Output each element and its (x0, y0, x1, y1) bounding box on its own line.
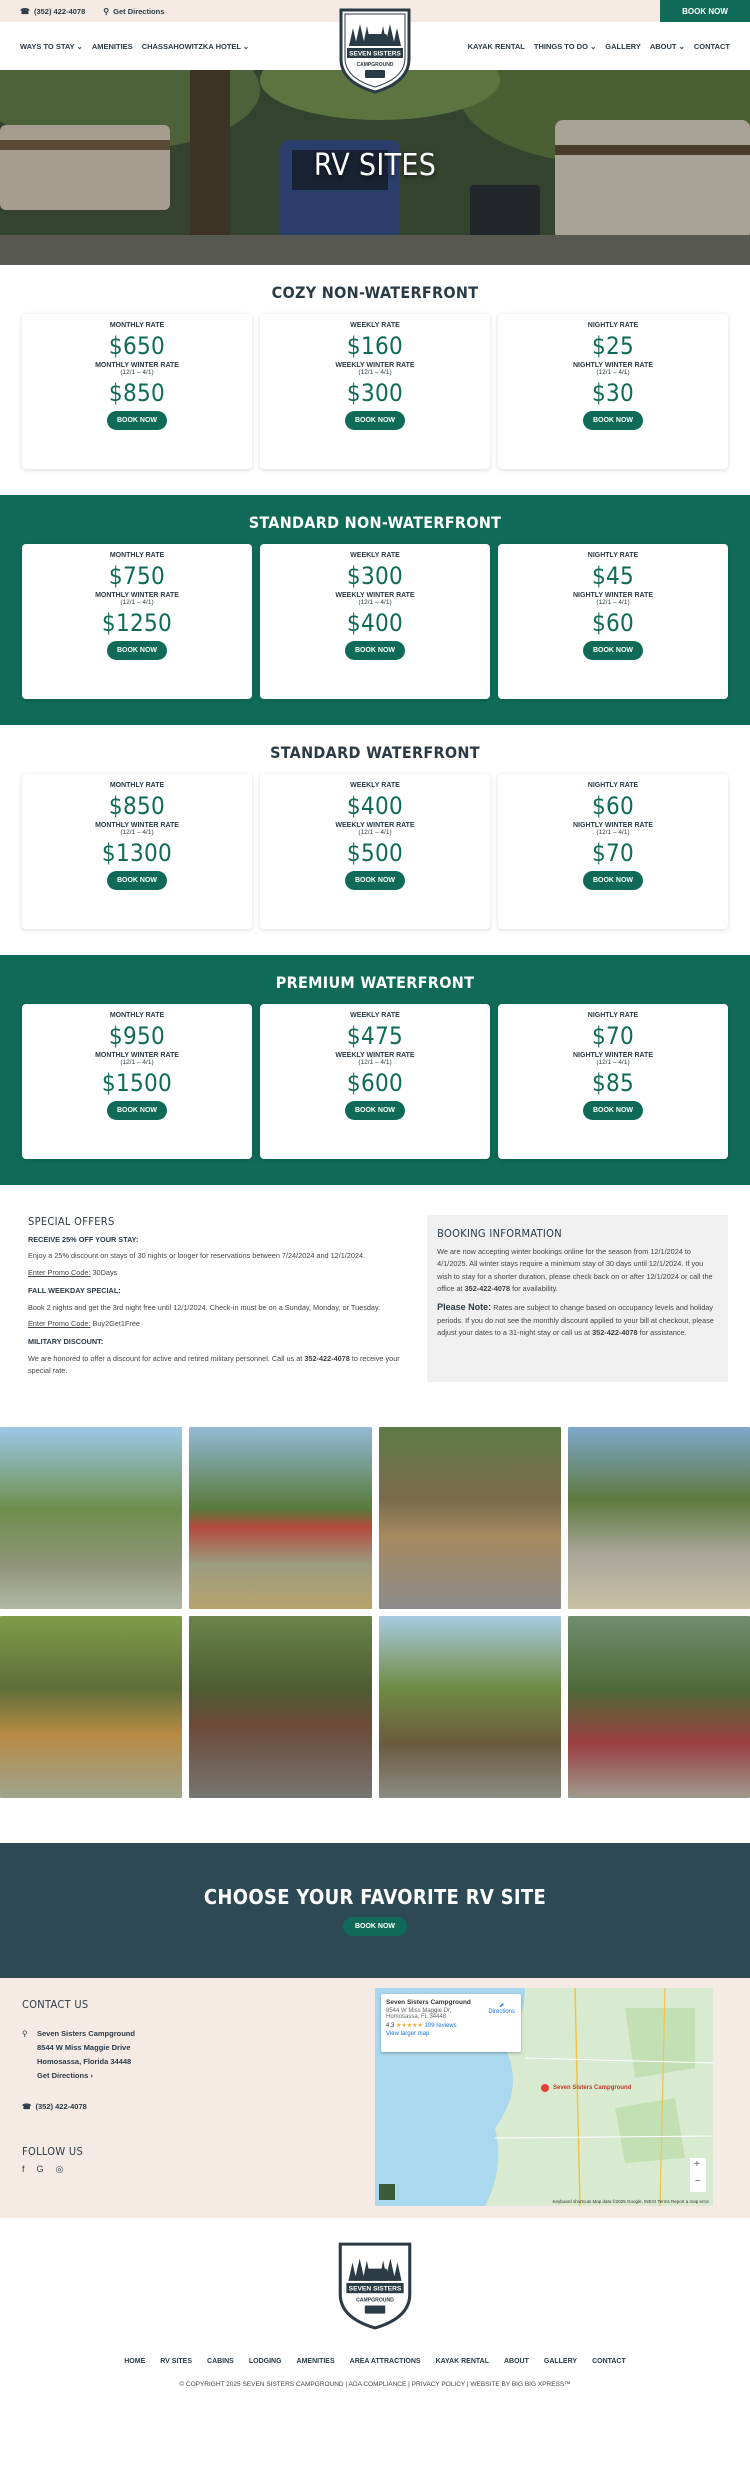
book-now-button[interactable]: BOOK NOW (583, 641, 643, 660)
booking-phone[interactable]: 352-422-4078 (464, 1284, 511, 1294)
rate-label: WEEKLY RATE (350, 1012, 400, 1019)
winter-rate-price: $1250 (101, 609, 173, 637)
rate-label: NIGHTLY RATE (587, 782, 639, 789)
winter-rate-price: $400 (346, 609, 404, 637)
map-attribution: Keyboard shortcuts Map data ©2025 Google, INEGI Terms Report a map error (552, 2198, 709, 2204)
gallery-photo-7[interactable] (379, 1616, 561, 1798)
winter-rate-label: MONTHLY WINTER RATE (95, 822, 179, 829)
special-offers-title: SPECIAL OFFERS (28, 1215, 115, 1228)
offer-2-code: Buy2Get1Free (92, 1318, 140, 1328)
main-nav (0, 22, 750, 70)
winter-rate-price: $600 (346, 1069, 404, 1097)
map-directions-text: Directions (488, 2008, 515, 2015)
winter-rate-price: $85 (591, 1069, 635, 1097)
rate-card (498, 544, 728, 699)
contact-title: CONTACT US (22, 1997, 89, 2011)
svg-text:SEVEN SISTERS: SEVEN SISTERS (348, 2285, 402, 2293)
cta-title: CHOOSE YOUR FAVORITE RV SITE (203, 1884, 547, 1909)
offer-1-code: 30Days (92, 1267, 118, 1277)
map-info-card (381, 1994, 521, 2052)
map-reviews[interactable]: 109 reviews (424, 2022, 457, 2029)
rate-price: $400 (346, 792, 404, 820)
nav-item-gallery[interactable]: GALLERY (605, 41, 641, 51)
contact-directions-text: Get Directions (37, 2071, 89, 2081)
winter-rate-label: MONTHLY WINTER RATE (95, 1052, 179, 1059)
footer-link-kayak-rental[interactable]: KAYAK RENTAL (435, 2357, 489, 2365)
winter-rate-range: (12/1 – 4/1) (120, 369, 154, 376)
booking-info-end: for availability. (512, 1284, 558, 1294)
offers-section (0, 1185, 750, 1427)
offer-3-text: We are honored to offer a discount for active and retired military personnel. Call us at (28, 1353, 303, 1363)
rate-card (260, 544, 490, 699)
winter-rate-range: (12/1 – 4/1) (120, 599, 154, 606)
directions-icon: ⬈ (499, 2002, 505, 2009)
nav-item-amenities[interactable]: AMENITIES (91, 41, 133, 51)
hero-banner (0, 70, 750, 265)
offer-2-heading: FALL WEEKDAY SPECIAL: (28, 1286, 121, 1296)
book-now-button[interactable]: BOOK NOW (107, 411, 167, 430)
hero-title: RV SITES (313, 148, 437, 183)
book-now-button[interactable]: BOOK NOW (345, 871, 405, 890)
rate-price: $160 (346, 332, 404, 360)
rate-price: $25 (591, 332, 635, 360)
map-place-title: Seven Sisters Campground (386, 1998, 471, 2006)
footer-link-gallery[interactable]: GALLERY (543, 2357, 578, 2365)
winter-rate-range: (12/1 – 4/1) (358, 599, 392, 606)
rate-section-title: STANDARD WATERFRONT (270, 743, 480, 762)
offer-2-code-label: Enter Promo Code: (28, 1318, 91, 1328)
rate-card (498, 774, 728, 929)
footer (0, 2218, 750, 2388)
photo-gallery (0, 1427, 750, 1798)
rate-card (22, 314, 252, 469)
campground-logo[interactable] (335, 4, 415, 94)
offer-1-heading: RECEIVE 25% OFF YOUR STAY: (28, 1235, 139, 1244)
book-now-button[interactable]: BOOK NOW (107, 1101, 167, 1120)
cta-banner (0, 1843, 750, 1978)
offer-3-phone[interactable]: 352-422-4078 (304, 1353, 350, 1363)
nav-item-kayak-rental[interactable]: KAYAK RENTAL (467, 41, 525, 51)
gallery-photo-1[interactable] (0, 1427, 182, 1609)
zoom-out-icon[interactable]: − (695, 2175, 701, 2187)
nav-item-ways-to-stay[interactable]: WAYS TO STAY ⌄ (20, 41, 83, 51)
rate-label: NIGHTLY RATE (587, 322, 639, 329)
winter-rate-label: NIGHTLY WINTER RATE (573, 592, 653, 599)
winter-rate-price: $300 (346, 379, 404, 407)
rate-card (22, 774, 252, 929)
footer-link-amenities[interactable]: AMENITIES (296, 2357, 335, 2365)
winter-rate-label: WEEKLY WINTER RATE (335, 362, 415, 369)
rate-card (22, 1004, 252, 1159)
nav-item-contact[interactable]: CONTACT (693, 41, 730, 51)
winter-rate-price: $1300 (101, 839, 173, 867)
city-address: Homosassa, Florida 34448 (37, 2057, 132, 2067)
offer-1-text: Enjoy a 25% discount on stays of 30 nights or longer for reservations between 7/24/2024 and 12/1/2024. (28, 1251, 366, 1261)
footer-link-rv-sites[interactable]: RV SITES (160, 2357, 193, 2365)
book-now-button[interactable]: BOOK NOW (583, 871, 643, 890)
star-rating-icon: ★★★★★ (396, 2022, 423, 2029)
instagram-icon[interactable]: ◎ (55, 2163, 64, 2174)
map-pin-icon: ⚲ (103, 6, 110, 16)
winter-rate-price: $60 (591, 609, 635, 637)
rate-price: $70 (591, 1022, 635, 1050)
rate-sections (0, 265, 750, 1185)
footer-logo[interactable] (334, 2238, 416, 2330)
note-label: Please Note: (437, 1301, 492, 1312)
map-directions-button[interactable] (488, 2002, 515, 2015)
gallery-photo-2[interactable] (189, 1427, 371, 1609)
footer-link-contact[interactable]: CONTACT (592, 2357, 626, 2365)
winter-rate-price: $850 (108, 379, 166, 407)
view-larger-map-link[interactable]: View larger map (386, 2030, 430, 2037)
rate-section-standard-non-waterfront (0, 495, 750, 725)
zoom-in-icon[interactable]: + (694, 2158, 700, 2170)
rate-label: WEEKLY RATE (350, 782, 400, 789)
winter-rate-label: MONTHLY WINTER RATE (95, 592, 179, 599)
rate-label: MONTHLY RATE (109, 552, 165, 559)
winter-rate-range: (12/1 – 4/1) (358, 1059, 392, 1066)
cta-book-button[interactable]: BOOK NOW (343, 1917, 407, 1936)
offer-3-text-end: to receive your special rate. (28, 1353, 400, 1376)
contact-phone-text: (352) 422-4078 (35, 2101, 87, 2111)
rate-cards (22, 1004, 728, 1159)
winter-rate-price: $500 (346, 839, 404, 867)
map-place-address: 8544 W Miss Maggie Dr, Homosassa, FL 34448 (386, 2007, 452, 2020)
street-address: 8544 W Miss Maggie Drive (37, 2042, 131, 2052)
map-pin-label: Seven Sisters Campground (553, 2084, 632, 2091)
rate-label: WEEKLY RATE (350, 552, 400, 559)
note-end: for assistance. (639, 1328, 687, 1338)
map-pin-icon: ⚲ (22, 2028, 28, 2038)
rate-price: $475 (346, 1022, 404, 1050)
gallery-photo-6[interactable] (189, 1616, 371, 1798)
rate-card (260, 1004, 490, 1159)
nav-item-about[interactable]: ABOUT ⌄ (649, 41, 685, 51)
winter-rate-range: (12/1 – 4/1) (358, 829, 392, 836)
svg-text:SEVEN SISTERS: SEVEN SISTERS (349, 50, 401, 58)
book-now-top-button[interactable]: BOOK NOW (660, 0, 750, 22)
winter-rate-label: NIGHTLY WINTER RATE (573, 822, 653, 829)
winter-rate-range: (12/1 – 4/1) (120, 829, 154, 836)
rate-card (22, 544, 252, 699)
offer-3-heading: MILITARY DISCOUNT: (28, 1337, 104, 1347)
campground-name: Seven Sisters Campground (37, 2028, 135, 2038)
booking-info-title: BOOKING INFORMATION (437, 1227, 562, 1240)
footer-link-about[interactable]: ABOUT (503, 2357, 529, 2365)
note-text: Rates are subject to change based on occupancy levels and holiday periods. If you do not see the monthly discount applied to your bill at checkout, please adjust your dates to a 31-night stay or call us at (437, 1302, 714, 1338)
rate-section-standard-waterfront (0, 725, 750, 955)
book-now-button[interactable]: BOOK NOW (107, 641, 167, 660)
footer-link-cabins[interactable]: CABINS (207, 2357, 234, 2365)
book-now-button[interactable]: BOOK NOW (583, 411, 643, 430)
nav-left (20, 42, 249, 51)
rate-price: $950 (108, 1022, 166, 1050)
winter-rate-label: MONTHLY WINTER RATE (95, 362, 179, 369)
winter-rate-range: (12/1 – 4/1) (358, 369, 392, 376)
chevron-right-icon: › (90, 2071, 93, 2081)
rate-label: WEEKLY RATE (350, 322, 400, 329)
offer-2-text: Book 2 nights and get the 3rd night free until 12/1/2024. Check-in must be on a Sunday, Monday, or Tuesday. (28, 1302, 381, 1312)
rate-label: MONTHLY RATE (109, 782, 165, 789)
svg-text:CAMPGROUND: CAMPGROUND (356, 62, 394, 68)
booking-info (427, 1215, 728, 1382)
copyright: © COPYRIGHT 2025 SEVEN SISTERS CAMPGROUND | ADA COMPLIANCE | PRIVACY POLICY | WEBSITE BY BIG BIG XPRESS™ (179, 2380, 571, 2388)
rate-cards (22, 774, 728, 929)
winter-rate-label: WEEKLY WINTER RATE (335, 1052, 415, 1059)
gallery-photo-3[interactable] (379, 1427, 561, 1609)
google-icon[interactable]: G (36, 2163, 44, 2174)
nav-item-things-to-do[interactable]: THINGS TO DO ⌄ (533, 41, 597, 51)
rate-section-cozy-non-waterfront (0, 265, 750, 495)
rate-label: MONTHLY RATE (109, 322, 165, 329)
gallery-photo-8[interactable] (568, 1616, 750, 1798)
nav-item-chassahowitzka-hotel[interactable]: CHASSAHOWITZKA HOTEL ⌄ (141, 41, 250, 51)
rate-cards (22, 314, 728, 469)
book-now-button[interactable]: BOOK NOW (345, 411, 405, 430)
rate-section-title: COZY NON-WATERFRONT (271, 283, 479, 302)
rate-label: NIGHTLY RATE (587, 552, 639, 559)
rate-card (498, 1004, 728, 1159)
note-phone[interactable]: 352-422-4078 (592, 1328, 638, 1338)
rate-card (260, 774, 490, 929)
winter-rate-label: NIGHTLY WINTER RATE (573, 362, 653, 369)
directions-text: Get Directions (113, 6, 165, 16)
rate-price: $60 (591, 792, 635, 820)
book-now-button[interactable]: BOOK NOW (345, 1101, 405, 1120)
offer-1-code-label: Enter Promo Code: (28, 1267, 91, 1277)
winter-rate-label: NIGHTLY WINTER RATE (573, 1052, 653, 1059)
directions-link[interactable] (103, 7, 164, 16)
winter-rate-label: WEEKLY WINTER RATE (335, 822, 415, 829)
rate-price: $650 (108, 332, 166, 360)
contact-section (0, 1978, 750, 2218)
winter-rate-label: WEEKLY WINTER RATE (335, 592, 415, 599)
winter-rate-price: $1500 (101, 1069, 173, 1097)
rate-price: $45 (591, 562, 635, 590)
rate-card (498, 314, 728, 469)
winter-rate-range: (12/1 – 4/1) (596, 829, 630, 836)
special-offers (28, 1215, 407, 1382)
phone-link[interactable] (20, 7, 85, 16)
footer-link-home[interactable]: HOME (124, 2357, 146, 2365)
winter-rate-price: $70 (591, 839, 635, 867)
follow-title: FOLLOW US (22, 2144, 84, 2158)
rate-label: MONTHLY RATE (109, 1012, 165, 1019)
svg-text:CAMPGROUND: CAMPGROUND (356, 2296, 394, 2303)
winter-rate-range: (12/1 – 4/1) (596, 1059, 630, 1066)
phone-icon: ☎ (20, 6, 30, 16)
winter-rate-range: (12/1 – 4/1) (596, 599, 630, 606)
rate-section-title: STANDARD NON-WATERFRONT (248, 513, 502, 532)
book-now-button[interactable]: BOOK NOW (345, 641, 405, 660)
footer-link-area-attractions[interactable]: AREA ATTRACTIONS (349, 2357, 421, 2365)
phone-icon: ☎ (22, 2101, 32, 2111)
book-now-button[interactable]: BOOK NOW (583, 1101, 643, 1120)
booking-info-text: We are now accepting winter bookings online for the season from 12/1/2024 to 4/1/2025. All winter stays require a minimum stay of 30 days until 12/1/2024. If you wish to stay for a shorter duration, please check back on or after 12/1/2024 or call the office at (437, 1247, 713, 1294)
gallery-photo-4[interactable] (568, 1427, 750, 1609)
gallery-photo-5[interactable] (0, 1616, 182, 1798)
winter-rate-range: (12/1 – 4/1) (120, 1059, 154, 1066)
google-map[interactable] (375, 1988, 713, 2206)
winter-rate-price: $30 (591, 379, 635, 407)
book-now-button[interactable]: BOOK NOW (107, 871, 167, 890)
rate-section-premium-waterfront (0, 955, 750, 1185)
rate-section-title: PREMIUM WATERFRONT (275, 973, 475, 992)
rate-label: NIGHTLY RATE (587, 1012, 639, 1019)
facebook-icon[interactable]: f (22, 2163, 25, 2174)
rate-cards (22, 544, 728, 699)
footer-nav (0, 2358, 750, 2365)
rate-price: $850 (108, 792, 166, 820)
rate-price: $750 (108, 562, 166, 590)
winter-rate-range: (12/1 – 4/1) (596, 369, 630, 376)
footer-link-lodging[interactable]: LODGING (248, 2357, 282, 2365)
rate-card (260, 314, 490, 469)
phone-text: (352) 422-4078 (33, 6, 86, 16)
map-rating: 4.3 (386, 2022, 395, 2029)
rate-price: $300 (346, 562, 404, 590)
nav-right (468, 42, 730, 51)
